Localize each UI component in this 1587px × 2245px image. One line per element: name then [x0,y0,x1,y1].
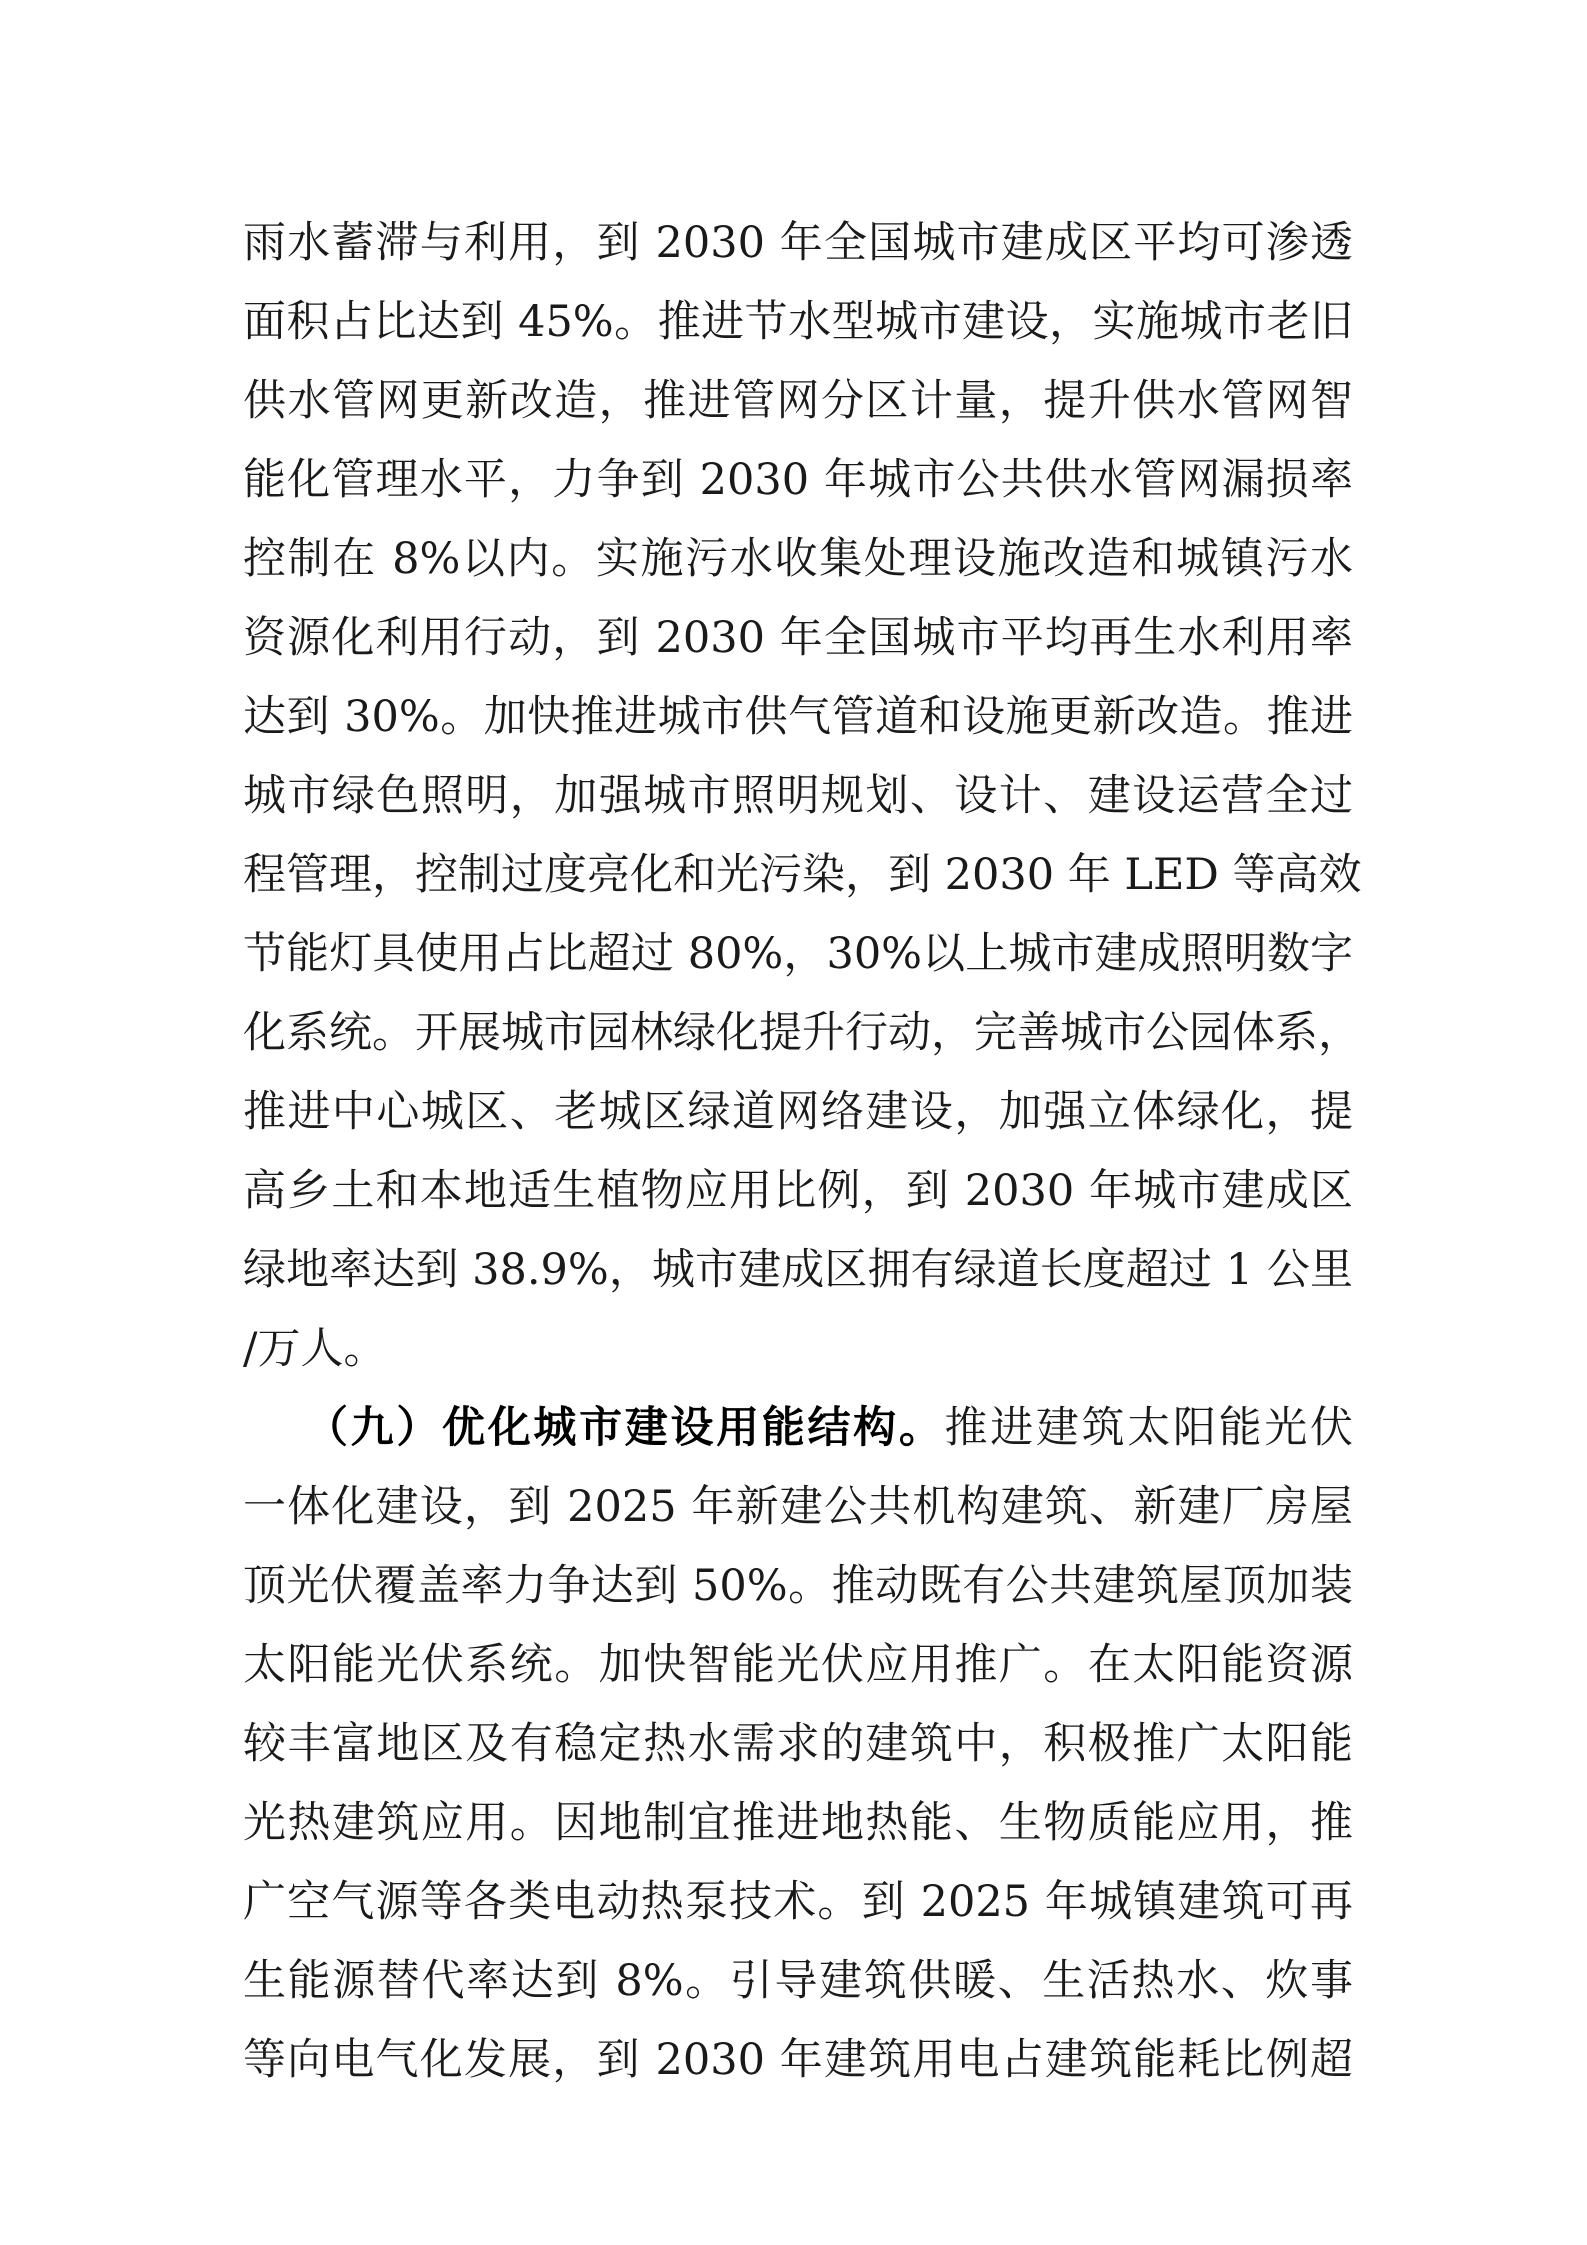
paragraph-1-line: 控制在 8%以内。实施污水收集处理设施改造和城镇污水 [243,534,1353,584]
paragraph-1-line: 资源化利用行动，到 2030 年全国城市平均再生水利用率 [243,613,1353,663]
body-text [243,204,1362,2100]
paragraph-1-line: 能化管理水平，力争到 2030 年城市公共供水管网漏损率 [243,455,1353,505]
paragraph-2-line: 广空气源等各类电动热泵技术。到 2025 年城镇建筑可再 [243,1877,1353,1927]
paragraph-1-line: 推进中心城区、老城区绿道网络建设，加强立体绿化，提 [243,1087,1353,1137]
section-heading: （九）优化城市建设用能结构。 [305,1403,945,1453]
paragraph-2-line: 太阳能光伏系统。加快智能光伏应用推广。在太阳能资源 [243,1640,1353,1690]
paragraph-2-line: 顶光伏覆盖率力争达到 50%。推动既有公共建筑屋顶加装 [243,1561,1353,1611]
paragraph-1-line: 雨水蓄滞与利用，到 2030 年全国城市建成区平均可渗透 [243,218,1353,268]
paragraph-1-line: 化系统。开展城市园林绿化提升行动，完善城市公园体系， [243,1008,1361,1058]
paragraph-1-line: 面积占比达到 45%。推进节水型城市建设，实施城市老旧 [243,297,1353,347]
paragraph-2-first-line [243,1389,1353,1468]
paragraph-1-line: 供水管网更新改造，推进管网分区计量，提升供水管网智 [243,376,1353,426]
paragraph-2-line: 生能源替代率达到 8%。引导建筑供暖、生活热水、炊事 [243,1956,1353,2006]
paragraph-1-line: 节能灯具使用占比超过 80%，30%以上城市建成照明数字 [243,929,1353,979]
paragraph-1-line: 高乡土和本地适生植物应用比例，到 2030 年城市建成区 [243,1166,1353,1216]
paragraph-1-line: 程管理，控制过度亮化和光污染，到 2030 年 LED 等高效 [243,850,1362,900]
paragraph-2-line: 等向电气化发展，到 2030 年建筑用电占建筑能耗比例超 [243,2035,1353,2085]
paragraph-2-line: 一体化建设，到 2025 年新建公共机构建筑、新建厂房屋 [243,1482,1353,1532]
paragraph-1-line: 绿地率达到 38.9%，城市建成区拥有绿道长度超过 1 公里 [243,1245,1353,1295]
paragraph-2-line: 光热建筑应用。因地制宜推进地热能、生物质能应用，推 [243,1798,1353,1848]
paragraph-1-line: 达到 30%。加快推进城市供气管道和设施更新改造。推进 [243,692,1353,742]
paragraph-1-line: /万人。 [243,1324,387,1374]
paragraph-2-line: 较丰富地区及有稳定热水需求的建筑中，积极推广太阳能 [243,1719,1353,1769]
paragraph-1-line: 城市绿色照明，加强城市照明规划、设计、建设运营全过 [243,771,1353,821]
paragraph-2-first-line-text: 推进建筑太阳能光伏 [944,1403,1354,1453]
